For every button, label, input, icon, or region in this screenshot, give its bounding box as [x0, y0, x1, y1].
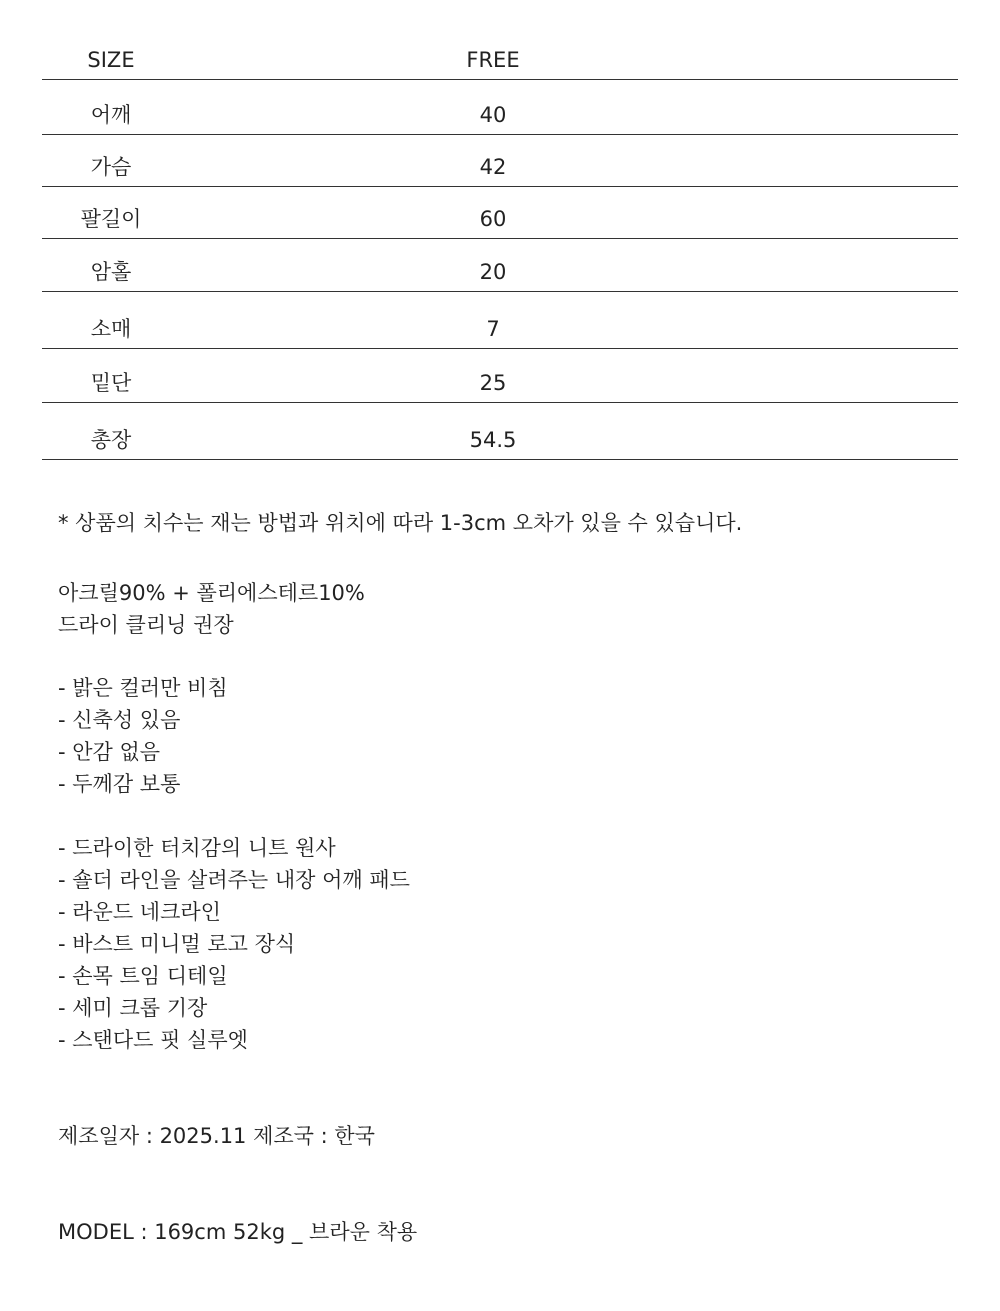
size-row-label: 암홀: [90, 260, 132, 284]
list-item: - 밝은 컬러만 비침: [58, 676, 228, 700]
size-row-value: 60: [479, 207, 507, 231]
list-item: - 신축성 있음: [58, 708, 181, 732]
size-row-value: 25: [479, 371, 507, 395]
table-row: [42, 349, 958, 403]
size-row-value: 20: [479, 260, 507, 284]
size-table-header: [42, 40, 958, 80]
properties-list: [58, 672, 958, 800]
table-row: [42, 403, 958, 460]
manufacture-info: [58, 1120, 958, 1152]
list-item: - 세미 크롭 기장: [58, 996, 208, 1020]
size-row-value: 54.5: [469, 428, 517, 452]
size-row-label: 총장: [90, 428, 132, 452]
list-item: - 바스트 미니멀 로고 장식: [58, 932, 296, 956]
table-row: [42, 292, 958, 349]
measurement-notice: [58, 507, 958, 539]
table-row: [42, 80, 958, 135]
size-row-label: 소매: [90, 317, 132, 341]
size-table: [42, 40, 958, 460]
size-header-label: SIZE: [87, 48, 135, 72]
size-row-label: 팔길이: [80, 207, 142, 231]
model-text: MODEL : 169cm 52kg _ 브라운 착용: [58, 1220, 418, 1244]
size-row-value: 7: [486, 317, 500, 341]
size-row-value: 42: [479, 155, 507, 179]
list-item: - 드라이한 터치감의 니트 원사: [58, 836, 336, 860]
list-item: - 라운드 네크라인: [58, 900, 221, 924]
table-row: [42, 187, 958, 239]
size-row-value: 40: [479, 103, 507, 127]
care-instruction: 드라이 클리닝 권장: [58, 613, 234, 637]
material-composition: 아크릴90% + 폴리에스테르10%: [58, 581, 365, 605]
size-row-label: 가슴: [90, 155, 132, 179]
list-item: - 두께감 보통: [58, 772, 181, 796]
list-item: - 손목 트임 디테일: [58, 964, 228, 988]
table-row: [42, 135, 958, 187]
list-item: - 숄더 라인을 살려주는 내장 어깨 패드: [58, 868, 410, 892]
size-row-label: 어깨: [90, 103, 132, 127]
model-info: [58, 1216, 958, 1248]
size-header-value: FREE: [466, 48, 520, 72]
material-section: [58, 577, 958, 641]
notice-text: * 상품의 치수는 재는 방법과 위치에 따라 1-3cm 오차가 있을 수 있습니다.: [58, 511, 743, 535]
list-item: - 스탠다드 핏 실루엣: [58, 1028, 248, 1052]
list-item: - 안감 없음: [58, 740, 161, 764]
size-row-label: 밑단: [90, 371, 132, 395]
manufacture-text: 제조일자 : 2025.11 제조국 : 한국: [58, 1124, 375, 1148]
table-row: [42, 239, 958, 292]
features-list: [58, 832, 958, 1056]
